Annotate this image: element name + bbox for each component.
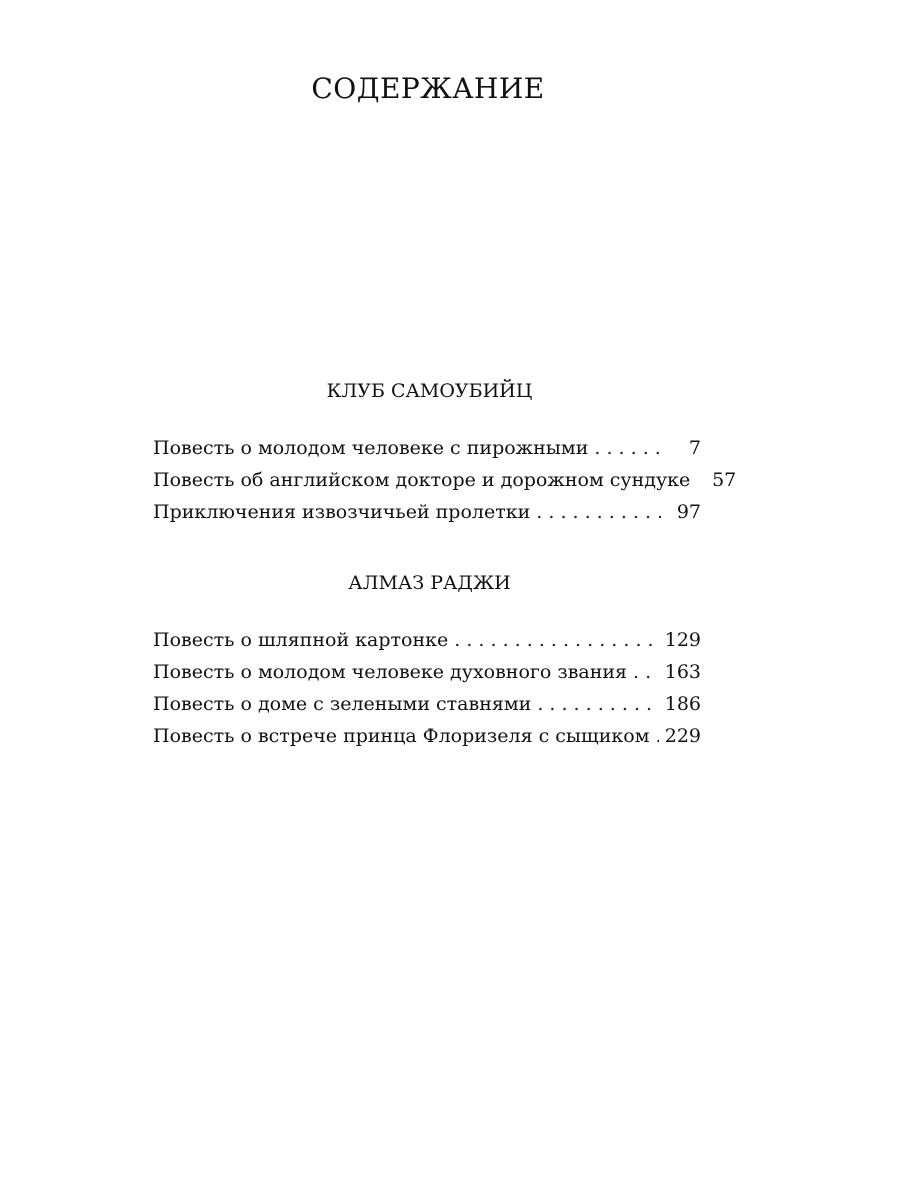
- section-title: АЛМАЗ РАДЖИ: [348, 572, 511, 594]
- toc-entry-page: 229: [664, 725, 701, 747]
- toc-list: [153, 432, 737, 528]
- toc-entry-page: 163: [664, 661, 701, 683]
- dot-leader: [454, 624, 658, 656]
- toc-entry: [153, 496, 701, 528]
- toc-list: [153, 624, 701, 752]
- toc-entry-title: Повесть о молодом человеке духовного звания: [153, 661, 628, 683]
- toc-section-suicide-club: [153, 378, 737, 528]
- toc-entry-page: 57: [712, 469, 737, 491]
- toc-entry-title: Повесть о встрече принца Флоризеля с сыщиком: [153, 725, 650, 747]
- dot-leader: [594, 432, 661, 464]
- toc-entry-title: Повесть о шляпной картонке: [153, 629, 449, 651]
- toc-entry: [153, 624, 701, 656]
- toc-section-rajah-diamond: [153, 570, 701, 752]
- dot-leader: [537, 688, 658, 720]
- toc-entry: [153, 464, 737, 496]
- dot-leader: [536, 496, 661, 528]
- toc-entry-page: 7: [688, 437, 701, 459]
- toc-entry: [153, 656, 701, 688]
- toc-entry-page: 186: [664, 693, 701, 715]
- toc-entry-page: 97: [676, 501, 701, 523]
- page-title: СОДЕРЖАНИЕ: [311, 72, 545, 105]
- dot-leader: [633, 656, 659, 688]
- toc-entry-title: Повесть о доме с зелеными ставнями: [153, 693, 532, 715]
- section-title: КЛУБ САМОУБИЙЦ: [326, 380, 533, 402]
- toc-entry: [153, 432, 701, 464]
- dot-leader: [655, 720, 658, 752]
- toc-entry-page: 129: [664, 629, 701, 651]
- toc-entry: [153, 720, 701, 752]
- toc-entry-title: Повесть о молодом человеке с пирожными: [153, 437, 589, 459]
- toc-entry-title: Приключения извозчичьей пролетки: [153, 501, 531, 523]
- toc-entry-title: Повесть об английском докторе и дорожном сундуке: [153, 469, 691, 491]
- toc-entry: [153, 688, 701, 720]
